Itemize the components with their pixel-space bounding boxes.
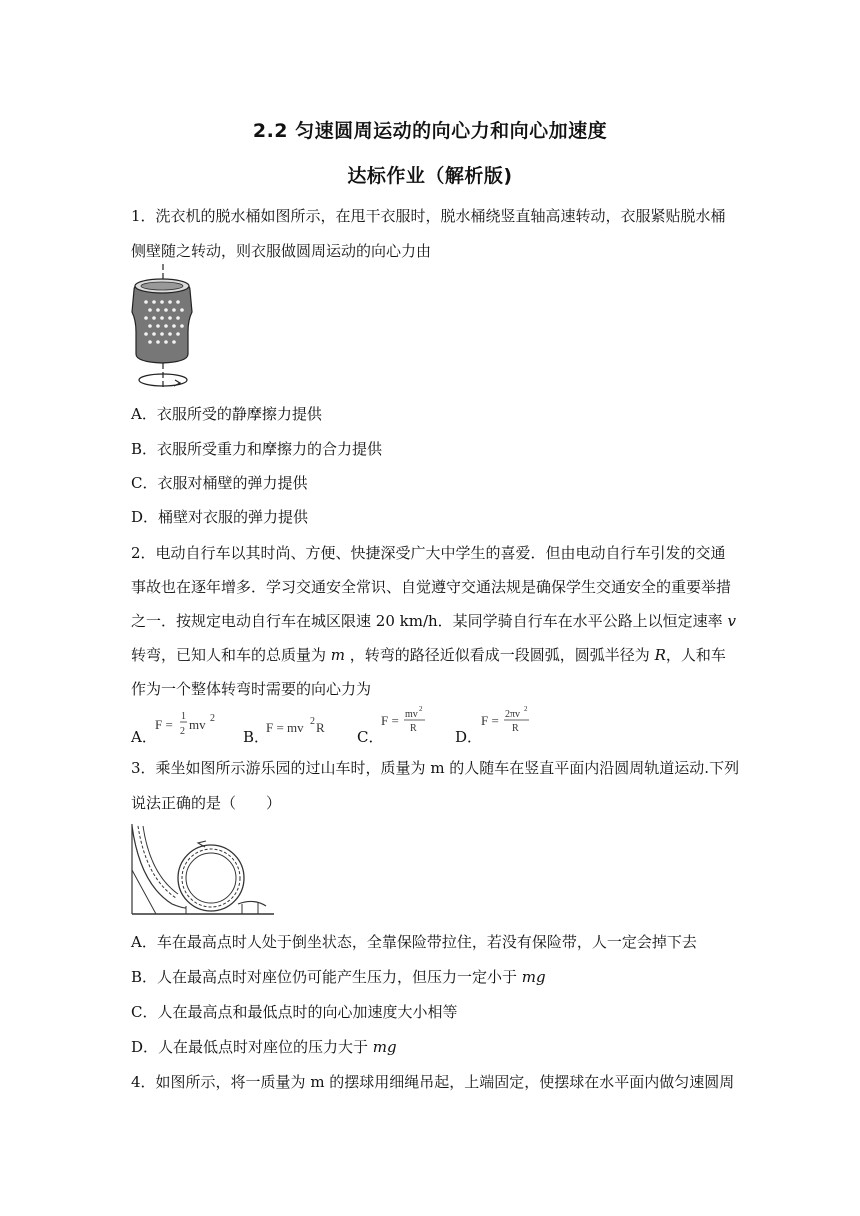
q2-formula-a <box>155 707 235 745</box>
svg-text:F = mv: F = mv <box>266 720 304 735</box>
q1-text-line2: 侧壁随之转动，则衣服做圆周运动的向心力由 <box>131 242 432 260</box>
q3-option-d: D．人在最低点时对座位的压力大于 mg <box>131 1038 397 1056</box>
svg-text:R: R <box>512 723 519 734</box>
q2-text-line1: 2．电动自行车以其时尚、方便、快捷深受广大中学生的喜爱．但由电动自行车引发的交通 <box>131 544 726 562</box>
spin-dryer-figure <box>126 262 196 392</box>
page-title: 2.2 匀速圆周运动的向心力和向心加速度 <box>252 120 608 142</box>
q2-formula-d <box>481 705 541 743</box>
q4-text-line1: 4．如图所示，将一质量为 m 的摆球用细绳吊起，上端固定，使摆球在水平面内做匀速圆周 <box>131 1073 735 1091</box>
svg-text:2: 2 <box>310 716 315 727</box>
q2-text-line2: 事故也在逐年增多．学习交通安全常识、自觉遵守交通法规是确保学生交通安全的重要举措 <box>131 578 732 596</box>
svg-text:mv: mv <box>405 709 418 720</box>
svg-text:2πv: 2πv <box>505 709 521 720</box>
q3-option-a: A．车在最高点时人处于倒坐状态，全靠保险带拉住，若没有保险带，人一定会掉下去 <box>131 933 697 951</box>
roller-coaster-figure <box>126 820 276 920</box>
q3-option-c: C．人在最高点和最低点时的向心加速度大小相等 <box>131 1003 458 1021</box>
q3-text-line1: 3．乘坐如图所示游乐园的过山车时，质量为 m 的人随车在竖直平面内沿圆周轨道运动.下列 <box>131 759 740 777</box>
page-subtitle: 达标作业（解析版) <box>347 165 513 187</box>
svg-text:F =: F = <box>481 713 499 728</box>
q1-option-b: B．衣服所受重力和摩擦力的合力提供 <box>131 440 383 458</box>
q2-option-b-label: B． <box>243 728 270 746</box>
svg-text:2: 2 <box>419 705 423 713</box>
q3-text-line2: 说法正确的是（ ） <box>131 794 282 812</box>
svg-text:R: R <box>410 723 417 734</box>
svg-text:R: R <box>316 720 325 735</box>
q3-option-b: B．人在最高点时对座位仍可能产生压力，但压力一定小于 mg <box>131 968 546 986</box>
svg-text:F =: F = <box>155 717 173 732</box>
svg-text:F =: F = <box>381 713 399 728</box>
q2-option-d-label: D． <box>455 728 483 746</box>
q2-text-line4: 转弯，已知人和车的总质量为 m ，转弯的路径近似看成一段圆弧，圆弧半径为 R，人和车 <box>131 646 726 664</box>
q1-option-d: D．桶壁对衣服的弹力提供 <box>131 508 309 526</box>
q2-formula-c <box>381 705 441 743</box>
svg-text:2: 2 <box>524 705 528 713</box>
svg-text:mv: mv <box>189 717 206 732</box>
q2-option-a-label: A． <box>131 728 157 746</box>
q1-option-a: A．衣服所受的静摩擦力提供 <box>131 405 322 423</box>
svg-text:2: 2 <box>180 726 185 737</box>
q1-option-c: C．衣服对桶壁的弹力提供 <box>131 474 308 492</box>
svg-text:1: 1 <box>181 711 186 722</box>
q2-option-c-label: C． <box>357 728 384 746</box>
q1-text-line1: 1．洗衣机的脱水桶如图所示，在甩干衣服时，脱水桶绕竖直轴高速转动，衣服紧贴脱水桶 <box>131 207 726 225</box>
q2-text-line3: 之一．按规定电动自行车在城区限速 20 km/h．某同学骑自行车在水平公路上以恒定速率 v <box>131 612 736 630</box>
svg-text:2: 2 <box>210 713 215 724</box>
q2-formula-b <box>266 715 336 745</box>
q2-text-line5: 作为一个整体转弯时需要的向心力为 <box>131 680 372 698</box>
